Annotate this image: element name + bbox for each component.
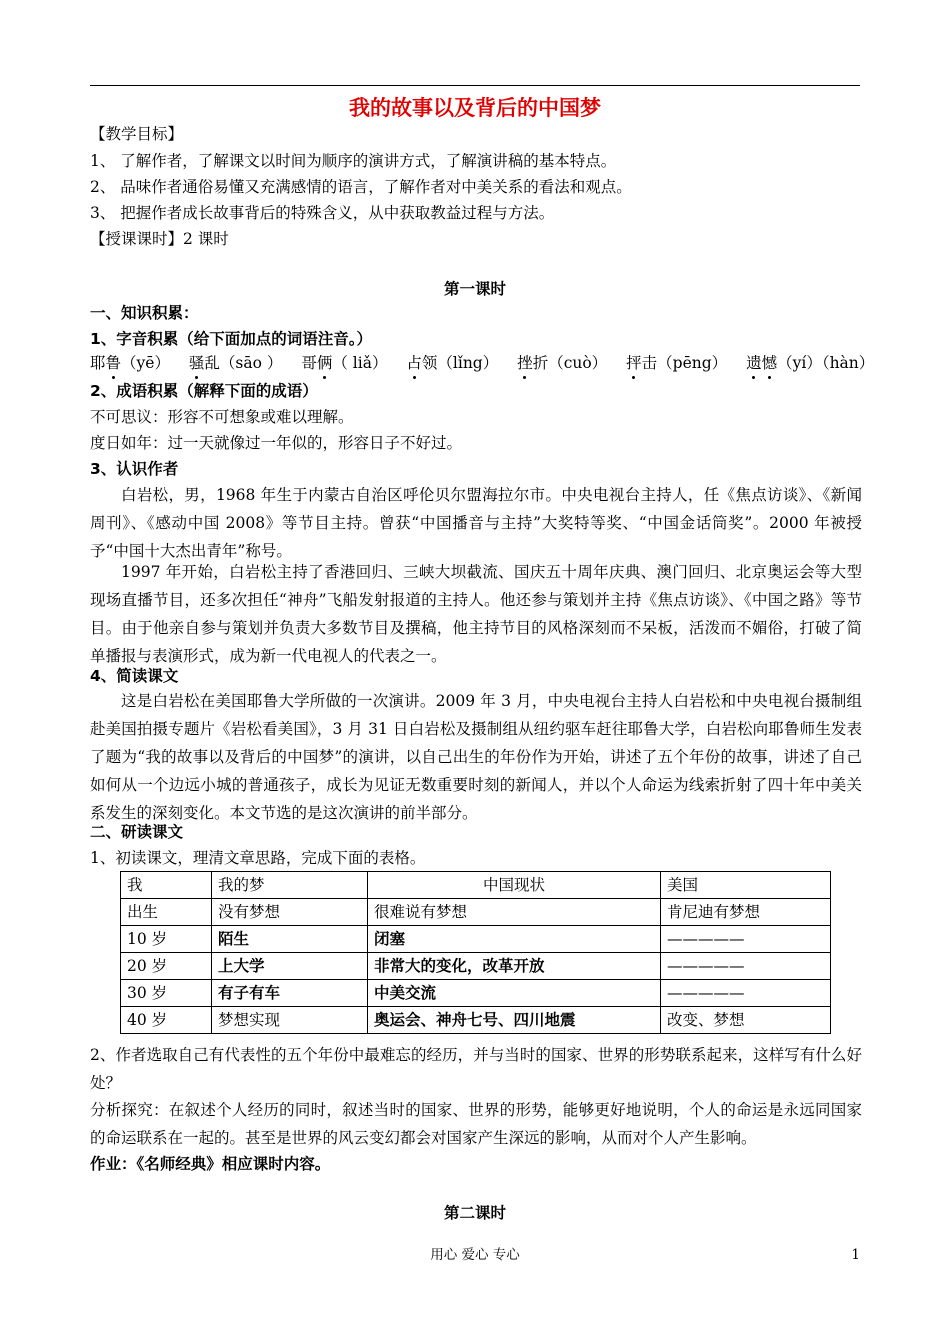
table-cell: 出生	[121, 899, 212, 926]
page-title: 我的故事以及背后的中国梦	[349, 96, 601, 120]
table-cell: 中美交流	[368, 980, 661, 1007]
lesson-hours: 【授课课时】2 课时	[90, 230, 229, 248]
objective-2: 2、 品味作者通俗易懂又充满感情的语言，了解作者对中美关系的看法和观点。	[90, 178, 632, 196]
lesson1-heading: 第一课时	[443, 280, 506, 298]
table-cell: 陌生	[212, 926, 368, 953]
question-1: 1、初读课文，理清文章思路，完成下面的表格。	[90, 849, 426, 867]
table-row	[121, 926, 831, 953]
table-cell: 梦想实现	[212, 1007, 368, 1034]
table-cell: 上大学	[212, 953, 368, 980]
table-cell: 奥运会、神舟七号、四川地震	[368, 1007, 661, 1034]
header-rule	[90, 85, 860, 86]
objectives-header: 【教学目标】	[90, 125, 184, 143]
table-cell: 闭塞	[368, 926, 661, 953]
author-paragraph-1: 白岩松，男，1968 年生于内蒙古自治区呼伦贝尔盟海拉尔市。中央电视台主持人，任《焦点访谈》、《新闻周刊》、《感动中国 2008》等节目主持。曾获“中国播音与主持”大奖特等奖、“中国金话筒奖”。2000 年被授予“中国十大杰出青年”称号。	[90, 486, 862, 560]
table-cell: 肯尼迪有梦想	[661, 899, 831, 926]
idiom-2: 度日如年：过一天就像过一年似的，形容日子不好过。	[90, 434, 463, 452]
table-cell: 改变、梦想	[661, 1007, 831, 1034]
page-number: 1	[851, 1247, 860, 1263]
pinyin-item: 哥俩（ liǎ）	[301, 350, 387, 376]
table-cell: 非常大的变化，改革开放	[368, 953, 661, 980]
table-row	[121, 953, 831, 980]
pinyin-item: 遗憾（yí）（hàn）	[746, 350, 874, 376]
table-header: 美国	[661, 872, 831, 899]
pinyin-item: 耶鲁（yē）	[90, 350, 170, 376]
pinyin-item: 占领（lǐng）	[406, 350, 498, 376]
sub-author: 3、认识作者	[90, 460, 179, 478]
question-2: 2、作者选取自己有代表性的五个年份中最难忘的经历，并与当时的国家、世界的形势联系起来，这样写有什么好处？	[90, 1046, 862, 1092]
table-row	[121, 899, 831, 926]
table-cell: 10 岁	[121, 926, 212, 953]
page-footer: 用心 爱心 专心	[430, 1247, 520, 1263]
pinyin-item: 挫折（cuò）	[517, 350, 607, 376]
table-header-row	[121, 872, 831, 899]
table-cell: 很难说有梦想	[368, 899, 661, 926]
table-header: 我	[121, 872, 212, 899]
sub-pronunciation: 1、字音积累（给下面加点的词语注音。）	[90, 330, 373, 348]
table-header: 中国现状	[368, 872, 661, 899]
analysis-paragraph: 分析探究：在叙述个人经历的同时，叙述当时的国家、世界的形势，能够更好地说明，个人的命运是永远同国家的命运联系在一起的。甚至是世界的风云变幻都会对国家产生深远的影响，从而对个人产生影响。	[90, 1101, 862, 1147]
homework: 作业：《名师经典》相应课时内容。	[90, 1155, 331, 1173]
table-header: 我的梦	[212, 872, 368, 899]
idiom-1: 不可思议：形容不可想象或难以理解。	[90, 408, 354, 426]
table-cell: 20 岁	[121, 953, 212, 980]
table-row	[121, 1007, 831, 1034]
lesson2-heading: 第二课时	[443, 1204, 506, 1222]
sub-reading: 4、简读课文	[90, 667, 179, 685]
author-paragraph-2: 1997 年开始，白岩松主持了香港回归、三峡大坝截流、国庆五十周年庆典、澳门回归、北京奥运会等大型现场直播节目，还多次担任“神舟”飞船发射报道的主持人。他还参与策划并主持《焦点访谈》、《中国之路》等节目。由于他亲自参与策划并负责大多数节目及撰稿，他主持节目的风格深刻而不呆板，活泼而不媚俗，打破了简单播报与表演形式，成为新一代电视人的代表之一。	[90, 563, 862, 665]
table-cell: —————	[661, 926, 831, 953]
pinyin-item: 骚乱（sāo ）	[189, 350, 282, 376]
objective-1: 1、 了解作者，了解课文以时间为顺序的演讲方式，了解演讲稿的基本特点。	[90, 152, 617, 170]
table-row	[121, 980, 831, 1007]
section-study: 二、研读课文	[90, 823, 184, 841]
section-knowledge: 一、知识积累：	[90, 304, 199, 322]
pinyin-list	[90, 350, 875, 376]
pinyin-item: 抨击（pēng）	[626, 350, 727, 376]
objective-3: 3、 把握作者成长故事背后的特殊含义，从中获取教益过程与方法。	[90, 204, 555, 222]
table-cell: —————	[661, 980, 831, 1007]
table-cell: —————	[661, 953, 831, 980]
sub-idioms: 2、成语积累（解释下面的成语）	[90, 382, 318, 400]
summary-table	[120, 871, 831, 1034]
table-cell: 40 岁	[121, 1007, 212, 1034]
table-cell: 有子有车	[212, 980, 368, 1007]
reading-paragraph: 这是白岩松在美国耶鲁大学所做的一次演讲。2009 年 3 月，中央电视台主持人白岩松和中央电视台摄制组赴美国拍摄专题片《岩松看美国》，3 月 31 日白岩松及摄制组从纽约驱车赶往耶鲁大学，白岩松向耶鲁师生发表了题为“我的故事以及背后的中国梦”的演讲，以自己出生的年份作为开始，讲述了五个年份的故事，讲述了自己如何从一个边远小城的普通孩子，成长为见证无数重要时刻的新闻人，并以个人命运为线索折射了四十年中美关系发生的深刻变化。本文节选的是这次演讲的前半部分。	[90, 692, 862, 822]
table-cell: 没有梦想	[212, 899, 368, 926]
table-cell: 30 岁	[121, 980, 212, 1007]
